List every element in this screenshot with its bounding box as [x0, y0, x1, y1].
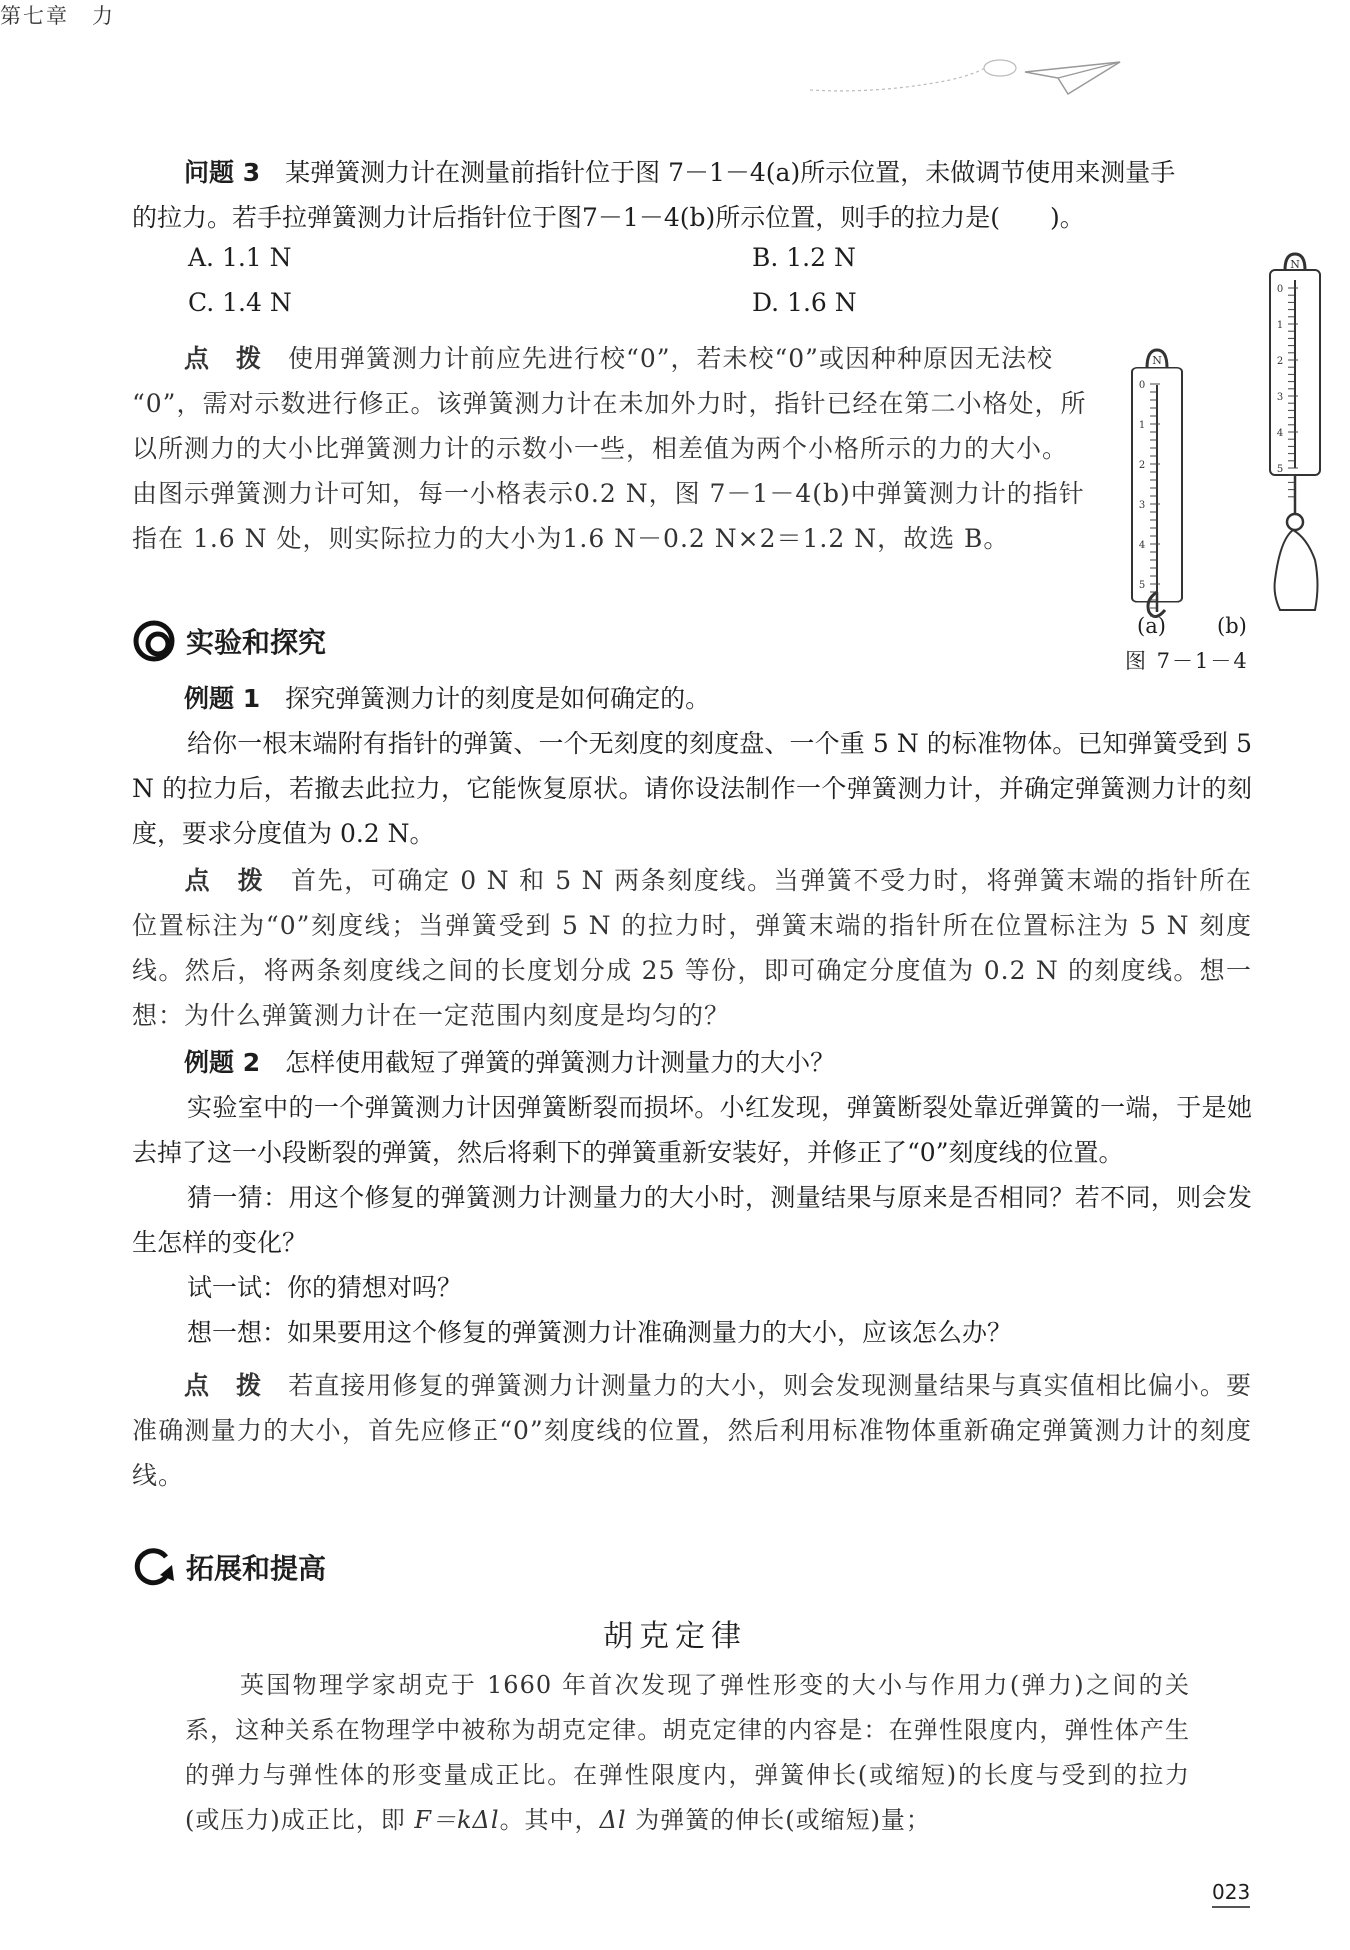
delta-l: Δl — [599, 1806, 627, 1834]
scale-a-tick-label: 0 — [1138, 380, 1146, 391]
example1-tip: 点 拨 首先，可确定 0 N 和 5 N 两条刻度线。当弹簧不受力时，将弹簧末端的指针所在位置标注为“0”刻度线；当弹簧受到 5 N 的拉力时，弹簧末端的指针所在位置标注为 5 N 刻度线。然后，将两条刻度线之间的长度划分成 25 等份，即可确定分度值为 0.2 N 的刻度线。想一想：为什么弹簧测力计在一定范围内刻度是均匀的？ — [132, 866, 1252, 1030]
example1-body: 给你一根末端附有指针的弹簧、一个无刻度的刻度盘、一个重 5 N 的标准物体。已知弹簧受到 5 N 的拉力后，若撤去此拉力，它能恢复原状。请你设法制作一个弹簧测力计，并确定弹簧测力计的刻度，要求分度值为 0.2 N。 — [132, 729, 1252, 848]
figure-label-a: (a) — [1137, 614, 1166, 638]
scale-a-tick-label: 1 — [1138, 420, 1146, 431]
example2-guess: 猜一猜：用这个修复的弹簧测力计测量力的大小时，测量结果与原来是否相同？若不同，则会发生怎样的变化？ — [132, 1183, 1252, 1257]
scale-b-tick-label: 5 — [1276, 464, 1284, 475]
scale-b-tick-label: 1 — [1276, 320, 1284, 331]
section-experiment-title: 实验和探究 — [186, 626, 327, 659]
hooke-formula: F＝kΔl — [414, 1806, 500, 1834]
example1-tip-label: 点 拨 — [184, 866, 265, 895]
section-extension-heading — [132, 1545, 326, 1589]
option-a: A. 1.1 N — [188, 243, 292, 272]
figure-label-b: (b) — [1217, 614, 1247, 638]
curved-arrow-icon — [132, 1545, 176, 1589]
example2-tip-label: 点 拨 — [184, 1371, 263, 1400]
example1-label: 例题 1 — [184, 684, 261, 713]
example2-heading — [132, 1040, 1252, 1085]
section-extension-title: 拓展和提高 — [186, 1552, 327, 1585]
paper-plane-decoration — [800, 54, 1140, 104]
tip-label: 点 拨 — [184, 344, 263, 373]
scale-b-tick-label: 0 — [1276, 284, 1284, 295]
scale-a-tick-label: 5 — [1138, 580, 1146, 591]
problem3-line1: 问题 3 某弹簧测力计在测量前指针位于图 7－1－4(a)所示位置，未做调节使用来测量手 — [184, 158, 1176, 187]
hooke-law-body: 英国物理学家胡克于 1660 年首次发现了弹性形变的大小与作用力(弹力)之间的关系，这种关系在物理学中被称为胡克定律。胡克定律的内容是：在弹性限度内，弹性体产生的弹力与弹性体的形变量成正比。在弹性限度内，弹簧伸长(或缩短)的长度与受到的拉力(或压力)成正比，即 F＝kΔl。其中，Δl 为弹簧的伸长(或缩短)量； — [185, 1671, 1190, 1834]
scale-a-tick-label: 3 — [1138, 500, 1146, 511]
example1-title: 探究弹簧测力计的刻度是如何确定的。 — [285, 684, 711, 713]
scale-a-tick-label: 4 — [1138, 540, 1146, 551]
spring-scale-figure — [1115, 250, 1340, 620]
scale-b-tick-label: 2 — [1276, 356, 1284, 367]
example2-try: 试一试：你的猜想对吗？ — [187, 1273, 463, 1302]
figure-caption: 图 7－1－4 — [1125, 649, 1249, 673]
reading-title: 胡克定律 — [603, 1619, 747, 1654]
concentric-circles-icon — [132, 619, 176, 663]
scale-b-tick-label: 3 — [1276, 392, 1284, 403]
problem3-tip: 点 拨 使用弹簧测力计前应先进行校“0”，若未校“0”或因种种原因无法校 “0”，需对示数进行修正。该弹簧测力计在未加外力时，指针已经在第二小格处，所 以所测力的大小比弹簧测力计的示数小一些，相差值为两个小格所示的力的大小。 由图示弹簧测力计可知，每一小格表示0.2 N，图 7－1－4(b)中弹簧测力计的指针 指在 1.6 N 处，则实际拉力的大小为1.6 N－0.2 N×2＝1.2 N，故选 B。 — [132, 344, 1087, 553]
example2-think: 想一想：如果要用这个修复的弹簧测力计准确测量力的大小，应该怎么办？ — [187, 1318, 1013, 1347]
example1-heading — [132, 676, 1252, 721]
example2-label: 例题 2 — [184, 1048, 261, 1077]
scale-a-tick-label: 2 — [1138, 460, 1146, 471]
option-c: C. 1.4 N — [188, 288, 292, 317]
example2-title: 怎样使用截短了弹簧的弹簧测力计测量力的大小？ — [285, 1048, 836, 1077]
section-experiment-heading — [132, 619, 326, 663]
option-b: B. 1.2 N — [752, 243, 856, 272]
option-d: D. 1.6 N — [752, 288, 857, 317]
n-mark-a: N — [1152, 354, 1162, 367]
chapter-title: 第七章 力 — [0, 4, 115, 28]
example2-tip: 点 拨 若直接用修复的弹簧测力计测量力的大小，则会发现测量结果与真实值相比偏小。要准确测量力的大小，首先应修正“0”刻度线的位置，然后利用标准物体重新确定弹簧测力计的刻度线。 — [132, 1371, 1252, 1490]
scale-b-tick-label: 4 — [1276, 428, 1284, 439]
page-number: 023 — [1212, 1880, 1250, 1908]
problem3-line2: 的拉力。若手拉弹簧测力计后指针位于图7－1－4(b)所示位置，则手的拉力是( )。 — [132, 203, 1085, 232]
n-mark-b: N — [1290, 258, 1300, 271]
problem3-label: 问题 3 — [184, 158, 261, 187]
example2-body: 实验室中的一个弹簧测力计因弹簧断裂而损坏。小红发现，弹簧断裂处靠近弹簧的一端，于是她去掉了这一小段断裂的弹簧，然后将剩下的弹簧重新安装好，并修正了“0”刻度线的位置。 — [132, 1093, 1252, 1167]
